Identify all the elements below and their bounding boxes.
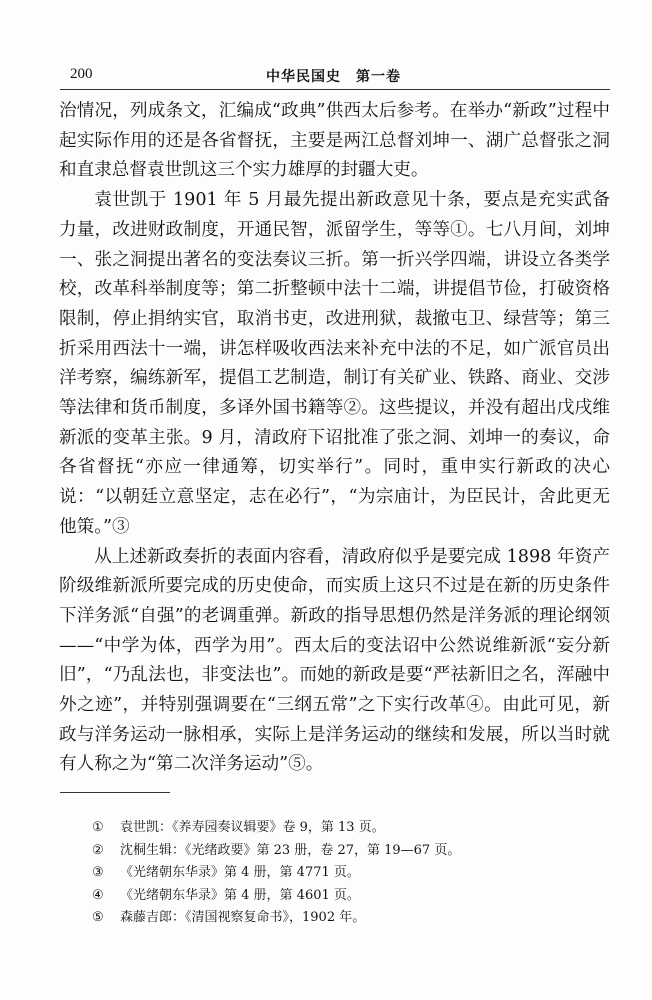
footnote-text: 森藤吉郎：《清国视察复命书》，1902 年。: [120, 910, 366, 925]
footnote-mark: ④: [92, 887, 104, 903]
page-number: 200: [70, 66, 93, 82]
footnote-mark: ①: [92, 820, 104, 835]
footnote-divider: [60, 792, 170, 793]
body-text: [59, 97, 610, 780]
paragraph: 从上述新政奏折的表面内容看，清政府似乎是要完成 1898 年资产阶级维新派所要完成的历史使命，而实质上这只不过是在新的历史条件下洋务派“自强”的老调重弹。新政的指导思想仍然是洋务派的理论纲领——“中学为体，西学为用”。西太后的变法诏中公然说维新派“妄分新旧”，“乃乱法也，非变法也”。而她的新政是要“严祛新旧之名，浑融中外之迹”，并特别强调要在“三纲五常”之下实行改革④。由此可见，新政与洋务运动一脉相承，实际上是洋务运动的继续和发展，所以当时就有人称之为“第二次洋务运动”⑤。: [59, 546, 610, 775]
footnote-mark: ⑤: [92, 910, 104, 925]
footnote-text: 《光绪朝东华录》第 4 册，第 4601 页。: [120, 887, 360, 903]
header-divider: [60, 89, 610, 90]
paragraph: 袁世凯于 1901 年 5 月最先提出新政意见十条，要点是充实武备力量，改进财政制度，开通民智，派留学生，等等①。七八月间，刘坤一、张之洞提出著名的变法奏议三折。第一折兴学四端，讲设立各类学校，改革科举制度等；第二折整顿中法十二端，讲提倡节俭，打破资格限制，停止捐纳实官，取消书吏，改进刑狱，裁撤屯卫、绿营等；第三折采用西法十一端，讲怎样吸收西法来补充中法的不足，如广派官员出洋考察，编练新军，提倡工艺制造，制订有关矿业、铁路、商业、交涉等法律和货币制度，多译外国书籍等②。这些提议，并没有超出戊戌维新派的变革主张。9 月，清政府下诏批准了张之洞、刘坤一的奏议，命各省督抚“亦应一律通筹，切实举行”。同时，重申实行新政的决心说：“以朝廷立意坚定，志在必行”，“为宗庙计，为臣民计，舍此更无他策。”③: [59, 190, 610, 537]
paragraph-continued: 治情况，列成条文，汇编成“政典”供西太后参考。在举办“新政”过程中起实际作用的还是各省督抚，主要是两江总督刘坤一、湖广总督张之洞和直隶总督袁世凯这三个实力雄厚的封疆大吏。: [59, 101, 610, 181]
footnote-text: 袁世凯：《养寿园奏议辑要》卷 9，第 13 页。: [120, 820, 385, 835]
footnote: [92, 885, 612, 908]
running-title: 中华民国史 第一卷: [266, 69, 401, 85]
footnote-mark: ②: [92, 842, 104, 858]
footnote-text: 沈桐生辑：《光绪政要》第 23 册，卷 27，第 19—67 页。: [120, 842, 461, 858]
footnote: [92, 907, 612, 930]
footnote: [92, 862, 612, 885]
footnote: [92, 840, 612, 863]
footnote-mark: ③: [92, 865, 104, 880]
footnotes: [92, 817, 612, 930]
footnote: [92, 817, 612, 840]
page-header: [70, 66, 600, 90]
footnote-text: 《光绪朝东华录》第 4 册，第 4771 页。: [120, 865, 360, 880]
